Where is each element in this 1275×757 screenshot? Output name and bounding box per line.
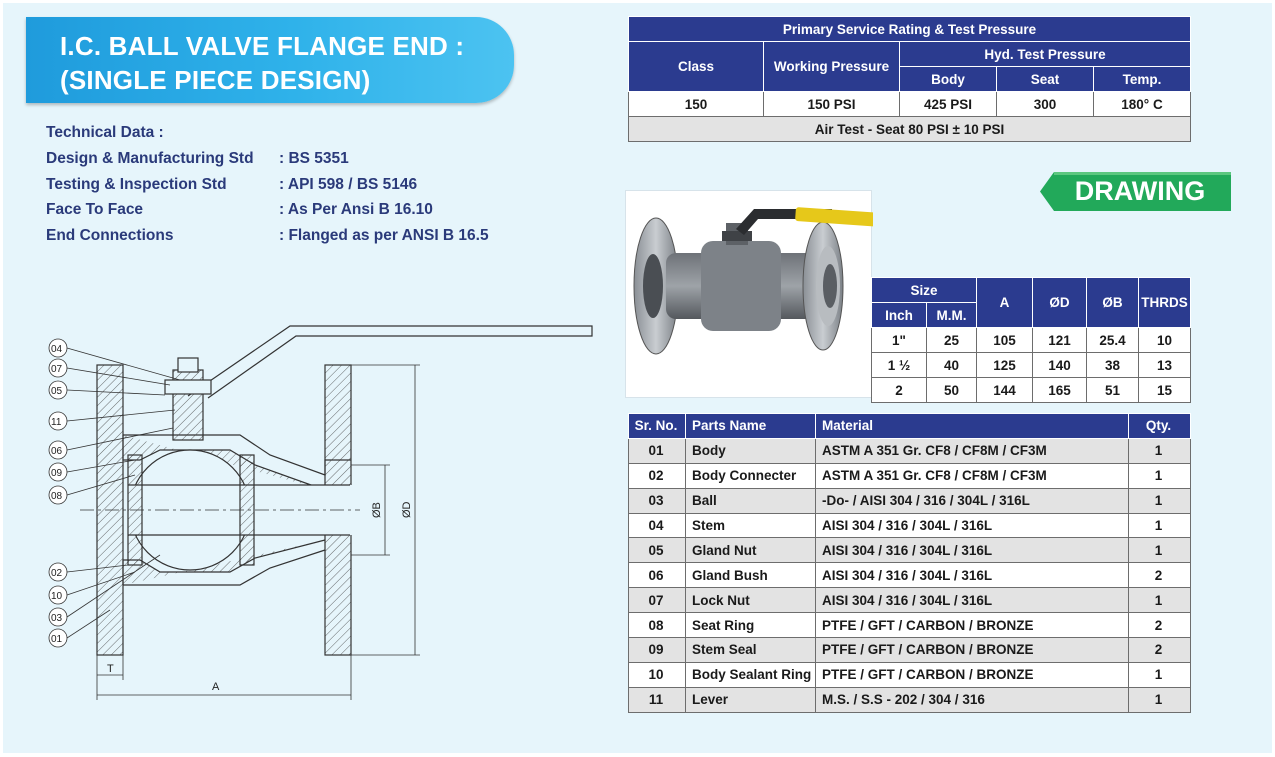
- qty-cell: 1: [1129, 588, 1191, 613]
- parts-table: [628, 413, 1191, 713]
- seat-value: 300: [997, 92, 1094, 117]
- size-header-row: [872, 278, 1191, 303]
- part-row: [629, 662, 1191, 687]
- sr-header: Sr. No.: [629, 414, 686, 439]
- name-header: Parts Name: [686, 414, 816, 439]
- name-cell: Ball: [686, 488, 816, 513]
- material-cell: AISI 304 / 316 / 304L / 316L: [816, 538, 1129, 563]
- class-header: Class: [629, 42, 764, 92]
- sr-cell: 11: [629, 687, 686, 712]
- name-cell: Stem Seal: [686, 638, 816, 663]
- mm-cell: 50: [927, 378, 977, 403]
- cross-section-drawing: [40, 310, 600, 710]
- hyd-test-header: Hyd. Test Pressure: [900, 42, 1191, 67]
- part-row: [629, 638, 1191, 663]
- temp-header: Temp.: [1094, 67, 1191, 92]
- material-cell: M.S. / S.S - 202 / 304 / 316: [816, 687, 1129, 712]
- dim-a-label: A: [212, 681, 220, 693]
- tech-label: Testing & Inspection Std: [46, 176, 227, 193]
- name-cell: Stem: [686, 513, 816, 538]
- thrds-cell: 13: [1139, 353, 1191, 378]
- od-cell: 165: [1033, 378, 1087, 403]
- sr-cell: 07: [629, 588, 686, 613]
- mm-cell: 25: [927, 328, 977, 353]
- inch-header: Inch: [872, 303, 927, 328]
- valve-illustration: [626, 191, 873, 399]
- qty-cell: 1: [1129, 513, 1191, 538]
- sr-cell: 08: [629, 613, 686, 638]
- name-cell: Body Sealant Ring: [686, 662, 816, 687]
- a-cell: 125: [977, 353, 1033, 378]
- sr-cell: 03: [629, 488, 686, 513]
- name-cell: Lock Nut: [686, 588, 816, 613]
- qty-cell: 2: [1129, 638, 1191, 663]
- od-header: ØD: [1033, 278, 1087, 328]
- sr-cell: 06: [629, 563, 686, 588]
- svg-text:06: 06: [51, 446, 63, 457]
- air-test-row: [629, 117, 1191, 142]
- od-cell: 140: [1033, 353, 1087, 378]
- service-rating-table: [628, 16, 1191, 142]
- svg-text:11: 11: [51, 417, 62, 428]
- ob-header: ØB: [1087, 278, 1139, 328]
- name-cell: Gland Nut: [686, 538, 816, 563]
- tech-value: : BS 5351: [279, 150, 349, 167]
- parts-header-row: [629, 414, 1191, 439]
- tech-label: Face To Face: [46, 201, 144, 218]
- tech-value: : API 598 / BS 5146: [279, 176, 418, 193]
- rating-title: Primary Service Rating & Test Pressure: [629, 17, 1191, 42]
- svg-text:07: 07: [51, 364, 63, 375]
- svg-text:09: 09: [51, 468, 63, 479]
- material-cell: AISI 304 / 316 / 304L / 316L: [816, 563, 1129, 588]
- title-banner: [26, 17, 514, 103]
- sr-cell: 02: [629, 463, 686, 488]
- a-cell: 144: [977, 378, 1033, 403]
- a-header: A: [977, 278, 1033, 328]
- tech-label: Design & Manufacturing Std: [46, 150, 254, 167]
- air-test: Air Test - Seat 80 PSI ± 10 PSI: [629, 117, 1191, 142]
- part-row: [629, 563, 1191, 588]
- technical-data-heading: Technical Data :: [46, 124, 164, 141]
- name-cell: Lever: [686, 687, 816, 712]
- material-cell: PTFE / GFT / CARBON / BRONZE: [816, 638, 1129, 663]
- part-row: [629, 613, 1191, 638]
- thrds-cell: 10: [1139, 328, 1191, 353]
- qty-cell: 1: [1129, 538, 1191, 563]
- tech-label: End Connections: [46, 227, 174, 244]
- name-cell: Seat Ring: [686, 613, 816, 638]
- svg-text:01: 01: [51, 634, 63, 645]
- title-line-1: I.C. BALL VALVE FLANGE END :: [60, 31, 465, 61]
- mm-header: M.M.: [927, 303, 977, 328]
- svg-text:04: 04: [51, 344, 63, 355]
- part-row: [629, 488, 1191, 513]
- ob-cell: 38: [1087, 353, 1139, 378]
- sr-cell: 05: [629, 538, 686, 563]
- size-table: [871, 277, 1191, 403]
- svg-text:08: 08: [51, 491, 63, 502]
- svg-text:02: 02: [51, 568, 63, 579]
- qty-cell: 2: [1129, 613, 1191, 638]
- svg-text:03: 03: [51, 613, 63, 624]
- ob-cell: 51: [1087, 378, 1139, 403]
- size-row: [872, 353, 1191, 378]
- inch-cell: 1 ½: [872, 353, 927, 378]
- sr-cell: 01: [629, 438, 686, 463]
- thrds-header: THRDS: [1139, 278, 1191, 328]
- material-cell: AISI 304 / 316 / 304L / 316L: [816, 513, 1129, 538]
- sr-cell: 09: [629, 638, 686, 663]
- temp-value: 180° C: [1094, 92, 1191, 117]
- od-cell: 121: [1033, 328, 1087, 353]
- valve-photo: [625, 190, 872, 398]
- material-cell: AISI 304 / 316 / 304L / 316L: [816, 588, 1129, 613]
- rating-values-row: [629, 92, 1191, 117]
- part-row: [629, 463, 1191, 488]
- sr-cell: 04: [629, 513, 686, 538]
- material-header: Material: [816, 414, 1129, 439]
- material-cell: PTFE / GFT / CARBON / BRONZE: [816, 662, 1129, 687]
- seat-header: Seat: [997, 67, 1094, 92]
- svg-text:10: 10: [51, 591, 63, 602]
- body-value: 425 PSI: [900, 92, 997, 117]
- size-row: [872, 328, 1191, 353]
- tech-value: : As Per Ansi B 16.10: [279, 201, 433, 218]
- material-cell: PTFE / GFT / CARBON / BRONZE: [816, 613, 1129, 638]
- drawing-tag: [1040, 172, 1231, 211]
- part-row: [629, 588, 1191, 613]
- rating-header-row: [629, 42, 1191, 67]
- qty-cell: 1: [1129, 463, 1191, 488]
- qty-cell: 1: [1129, 687, 1191, 712]
- a-cell: 105: [977, 328, 1033, 353]
- part-row: [629, 513, 1191, 538]
- inch-cell: 1": [872, 328, 927, 353]
- size-header: Size: [872, 278, 977, 303]
- part-row: [629, 538, 1191, 563]
- title-line-2: (SINGLE PIECE DESIGN): [60, 65, 371, 95]
- dim-ob-label: ØB: [371, 502, 383, 518]
- thrds-cell: 15: [1139, 378, 1191, 403]
- name-cell: Gland Bush: [686, 563, 816, 588]
- tech-value: : Flanged as per ANSI B 16.5: [279, 227, 489, 244]
- material-cell: -Do- / AISI 304 / 316 / 304L / 316L: [816, 488, 1129, 513]
- working-pressure-header: Working Pressure: [764, 42, 900, 92]
- qty-cell: 2: [1129, 563, 1191, 588]
- body-header: Body: [900, 67, 997, 92]
- size-row: [872, 378, 1191, 403]
- qty-cell: 1: [1129, 488, 1191, 513]
- sr-cell: 10: [629, 662, 686, 687]
- name-cell: Body: [686, 438, 816, 463]
- material-cell: ASTM A 351 Gr. CF8 / CF8M / CF3M: [816, 438, 1129, 463]
- dim-t-label: T: [107, 663, 114, 675]
- dim-od-label: ØD: [401, 501, 413, 518]
- name-cell: Body Connecter: [686, 463, 816, 488]
- drawing-label: DRAWING: [1074, 176, 1206, 206]
- inch-cell: 2: [872, 378, 927, 403]
- part-row: [629, 438, 1191, 463]
- working-value: 150 PSI: [764, 92, 900, 117]
- svg-text:05: 05: [51, 386, 63, 397]
- mm-cell: 40: [927, 353, 977, 378]
- material-cell: ASTM A 351 Gr. CF8 / CF8M / CF3M: [816, 463, 1129, 488]
- ob-cell: 25.4: [1087, 328, 1139, 353]
- class-value: 150: [629, 92, 764, 117]
- qty-header: Qty.: [1129, 414, 1191, 439]
- qty-cell: 1: [1129, 662, 1191, 687]
- qty-cell: 1: [1129, 438, 1191, 463]
- part-row: [629, 687, 1191, 712]
- rating-title-row: [629, 17, 1191, 42]
